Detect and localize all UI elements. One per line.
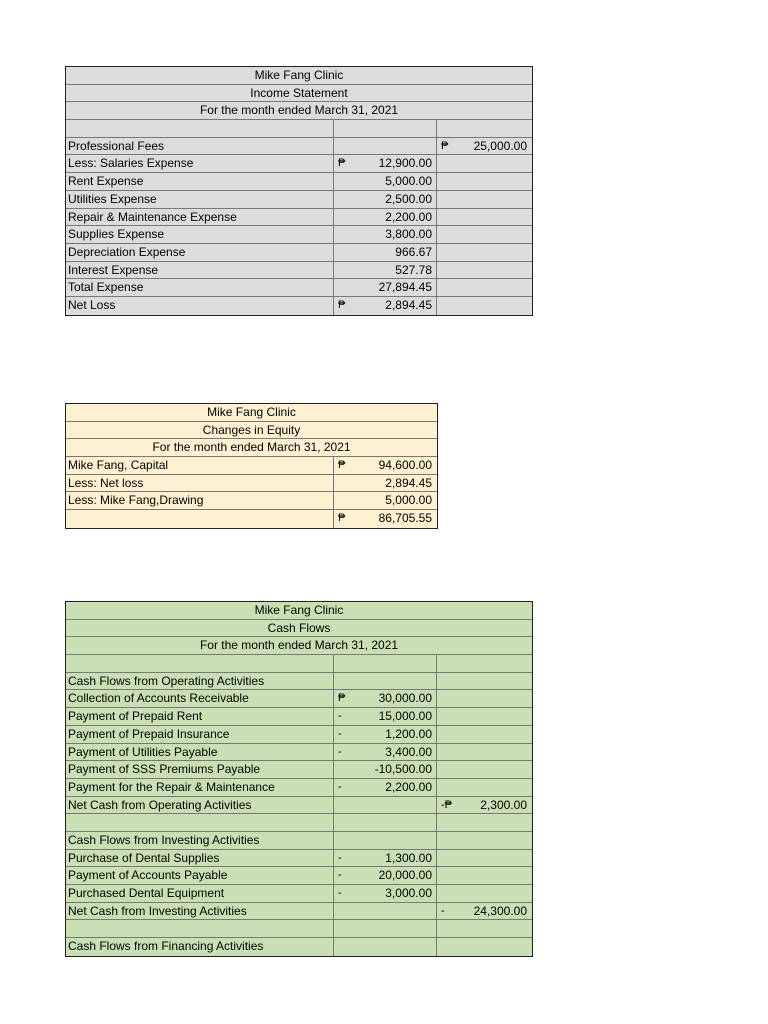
row-label [66,920,333,937]
income-row [66,262,532,280]
currency-symbol [334,920,352,937]
income-statement-table [65,66,533,316]
total-value [455,779,527,796]
total-value [455,850,527,867]
income-rows [66,120,532,315]
row-label: Cash Flows from Financing Activities [68,939,264,954]
amount-value [352,120,432,137]
currency-symbol [334,832,352,849]
row-label: Less: Salaries Expense [68,156,194,171]
cash-title-row [66,602,532,620]
currency-symbol [437,885,455,902]
amount-cell [333,120,436,137]
total-value: 25,000.00 [473,138,527,153]
amount-value: 966.67 [395,244,432,259]
equity-period: For the month ended March 31, 2021 [152,440,351,455]
amount-cell [333,475,436,492]
cash-row [66,797,532,815]
currency-symbol: - [338,710,342,723]
row-label [66,120,333,137]
cash-row [66,903,532,921]
amount-cell [333,726,436,743]
amount-cell [333,209,436,226]
amount-cell [333,262,436,279]
row-label: Cash Flows from Investing Activities [68,832,260,847]
currency-symbol [334,655,352,672]
amount-cell [333,673,436,690]
currency-symbol [334,279,352,296]
row-label: Depreciation Expense [68,244,186,259]
cash-row [66,726,532,744]
currency-symbol [437,120,455,137]
income-row [66,120,532,138]
cash-period-row [66,637,532,655]
income-row [66,297,532,315]
amount-value [352,655,432,672]
amount-cell [333,279,436,296]
amount-cell [333,867,436,884]
amount-value: 527.78 [395,262,432,277]
equity-row [66,475,437,493]
amount-value: 30,000.00 [378,691,432,706]
total-value [455,279,527,296]
currency-symbol [334,761,352,778]
total-cell [436,297,532,315]
income-period-row [66,102,532,120]
total-value [455,744,527,761]
row-label: Rent Expense [68,174,144,189]
equity-table [65,403,438,529]
currency-symbol: -₱ [441,798,452,811]
currency-symbol [437,279,455,296]
currency-symbol [334,903,352,920]
cash-row [66,832,532,850]
total-cell [436,867,532,884]
currency-symbol [437,761,455,778]
income-row [66,138,532,156]
currency-symbol: - [338,851,342,864]
amount-value [352,673,432,690]
amount-cell [333,173,436,190]
total-cell [436,938,532,956]
amount-value [352,938,432,956]
total-cell [436,279,532,296]
total-cell [436,779,532,796]
total-cell [436,155,532,172]
currency-symbol [334,173,352,190]
currency-symbol [437,226,455,243]
currency-symbol: ₱ [338,157,346,170]
currency-symbol [437,920,455,937]
total-value [455,726,527,743]
total-value [455,885,527,902]
currency-symbol [437,191,455,208]
amount-cell [333,244,436,261]
amount-value: 27,894.45 [378,280,432,295]
currency-symbol [437,779,455,796]
income-row [66,244,532,262]
row-label: Cash Flows from Operating Activities [68,673,265,688]
row-label: Payment of Prepaid Insurance [68,726,230,741]
amount-value [352,832,432,849]
amount-cell [333,690,436,707]
currency-symbol: ₱ [338,692,346,705]
currency-symbol [334,262,352,279]
total-cell [436,244,532,261]
currency-symbol [437,708,455,725]
cash-row [66,938,532,956]
currency-symbol: ₱ [338,459,346,472]
total-value [455,297,527,315]
row-label [66,814,333,831]
total-cell [436,726,532,743]
row-label: Total Expense [68,280,144,295]
amount-cell [333,779,436,796]
income-row [66,209,532,227]
amount-value: 86,705.55 [378,511,432,526]
total-cell [436,920,532,937]
row-label: Collection of Accounts Receivable [68,691,249,706]
row-label: Payment of Prepaid Rent [68,709,203,724]
total-value [455,920,527,937]
total-value [455,120,527,137]
cash-row [66,814,532,832]
currency-symbol: - [338,869,342,882]
equity-title: Mike Fang Clinic [207,405,296,419]
row-label: Purchased Dental Equipment [68,886,225,900]
equity-subtitle: Changes in Equity [202,422,301,437]
currency-symbol [334,138,352,155]
total-value [455,690,527,707]
currency-symbol [437,867,455,884]
row-label: Payment of Accounts Payable [68,868,228,883]
currency-symbol [334,226,352,243]
amount-value [352,903,432,920]
income-subtitle-row [66,85,532,103]
cash-title: Mike Fang Clinic [254,603,344,617]
equity-period-row [66,439,437,457]
currency-symbol [334,938,352,956]
equity-rows [66,457,437,528]
cash-row [66,761,532,779]
total-cell [436,797,532,814]
currency-symbol [437,814,455,831]
amount-cell [333,938,436,956]
total-value [455,209,527,226]
equity-row [66,492,437,510]
currency-symbol [437,673,455,690]
equity-title-row [66,404,437,422]
amount-cell [333,885,436,902]
amount-cell [333,297,436,315]
currency-symbol [437,938,455,956]
total-cell [436,655,532,672]
currency-symbol [437,744,455,761]
currency-symbol: - [338,727,342,740]
row-label: Supplies Expense [68,227,165,242]
total-value [455,761,527,778]
total-cell [436,761,532,778]
amount-cell [333,920,436,937]
total-cell [436,673,532,690]
amount-value: 20,000.00 [378,868,432,883]
amount-value: 2,894.45 [385,297,432,312]
cash-row [66,850,532,868]
currency-symbol [334,492,352,509]
cash-period: For the month ended March 31, 2021 [199,638,399,653]
amount-cell [333,457,436,474]
row-label: Less: Net loss [68,475,144,490]
currency-symbol: - [441,904,445,917]
total-value [455,191,527,208]
row-label: Professional Fees [68,138,165,153]
row-label: Less: Mike Fang,Drawing [68,493,204,508]
currency-symbol [437,262,455,279]
amount-cell [333,832,436,849]
row-label: Payment of SSS Premiums Payable [68,762,261,777]
amount-cell [333,761,436,778]
income-row [66,226,532,244]
total-value [455,155,527,172]
currency-symbol [334,120,352,137]
amount-cell [333,850,436,867]
amount-value: -10,500.00 [374,762,432,777]
amount-cell [333,510,436,528]
amount-value: 3,400.00 [385,744,432,759]
equity-row [66,510,437,528]
cash-flows-table [65,601,533,957]
amount-value [352,920,432,937]
row-label: Utilities Expense [68,191,157,206]
total-value [455,226,527,243]
income-title: Mike Fang Clinic [254,68,344,82]
amount-value [352,814,432,831]
amount-value: 12,900.00 [378,156,432,171]
total-cell [436,850,532,867]
row-label: Mike Fang, Capital [68,458,169,473]
total-value: 24,300.00 [473,903,527,918]
total-value [455,262,527,279]
currency-symbol [437,655,455,672]
amount-cell [333,708,436,725]
cash-row [66,744,532,762]
currency-symbol [334,191,352,208]
currency-symbol [437,297,455,315]
currency-symbol [334,797,352,814]
amount-value: 2,894.45 [385,475,432,490]
amount-value: 2,500.00 [385,191,432,206]
amount-cell [333,814,436,831]
row-label: Net Cash from Investing Activities [68,903,247,918]
income-row [66,191,532,209]
currency-symbol [437,173,455,190]
row-label: Net Loss [68,297,116,312]
currency-symbol: ₱ [441,139,449,152]
row-label: Payment of Utilities Payable [68,744,218,759]
amount-value: 5,000.00 [385,174,432,189]
total-value [455,673,527,690]
cash-row [66,867,532,885]
currency-symbol [437,209,455,226]
row-label: Payment for the Repair & Maintenance [68,779,275,794]
total-value [455,655,527,672]
total-value: 2,300.00 [480,797,527,812]
amount-value [352,138,432,155]
equity-row [66,457,437,475]
total-cell [436,885,532,902]
total-value [455,938,527,956]
amount-value: 94,600.00 [378,458,432,473]
total-value [455,173,527,190]
total-cell [436,262,532,279]
amount-cell [333,138,436,155]
equity-subtitle-row [66,422,437,440]
total-cell [436,209,532,226]
total-cell [436,690,532,707]
total-cell [436,832,532,849]
cash-row [66,885,532,903]
total-cell [436,814,532,831]
currency-symbol [334,244,352,261]
amount-value: 3,000.00 [385,886,432,900]
total-cell [436,708,532,725]
currency-symbol [437,832,455,849]
amount-value: 15,000.00 [378,709,432,724]
amount-value: 2,200.00 [385,779,432,794]
row-label: Interest Expense [68,262,159,277]
currency-symbol [334,475,352,492]
amount-value: 5,000.00 [385,493,432,508]
currency-symbol [437,726,455,743]
currency-symbol: - [338,887,342,899]
amount-value: 1,200.00 [385,726,432,741]
amount-value: 1,300.00 [385,850,432,865]
currency-symbol: ₱ [338,298,346,311]
row-label [66,655,333,672]
cash-subtitle: Cash Flows [267,620,331,635]
currency-symbol [437,244,455,261]
row-label: Repair & Maintenance Expense [68,209,237,224]
total-cell [436,173,532,190]
total-value [455,814,527,831]
currency-symbol: - [338,745,342,758]
cash-rows [66,655,532,956]
row-label: Net Cash from Operating Activities [68,797,252,812]
total-value [455,708,527,725]
total-value [455,244,527,261]
total-cell [436,191,532,208]
amount-cell [333,155,436,172]
cash-subtitle-row [66,620,532,638]
currency-symbol [437,850,455,867]
amount-cell [333,655,436,672]
cash-row [66,708,532,726]
amount-value: 3,800.00 [385,227,432,242]
currency-symbol [334,209,352,226]
amount-cell [333,903,436,920]
income-title-row [66,67,532,85]
row-label [66,510,333,528]
row-label: Purchase of Dental Supplies [68,850,220,865]
currency-symbol: - [338,780,342,793]
currency-symbol [437,155,455,172]
cash-row [66,655,532,673]
total-cell [436,744,532,761]
currency-symbol: ₱ [338,512,346,525]
amount-cell [333,744,436,761]
income-row [66,173,532,191]
income-period: For the month ended March 31, 2021 [199,103,399,118]
cash-row [66,690,532,708]
amount-cell [333,191,436,208]
total-cell [436,120,532,137]
income-row [66,155,532,173]
total-cell [436,138,532,155]
total-cell [436,903,532,920]
amount-value: 2,200.00 [385,209,432,224]
cash-row [66,920,532,938]
total-value [455,832,527,849]
total-cell [436,226,532,243]
amount-cell [333,226,436,243]
currency-symbol [437,690,455,707]
amount-value [352,797,432,814]
currency-symbol [334,673,352,690]
cash-row [66,779,532,797]
income-subtitle: Income Statement [250,85,348,100]
cash-row [66,673,532,691]
total-value [455,867,527,884]
amount-cell [333,492,436,509]
currency-symbol [334,814,352,831]
income-row [66,279,532,297]
amount-cell [333,797,436,814]
